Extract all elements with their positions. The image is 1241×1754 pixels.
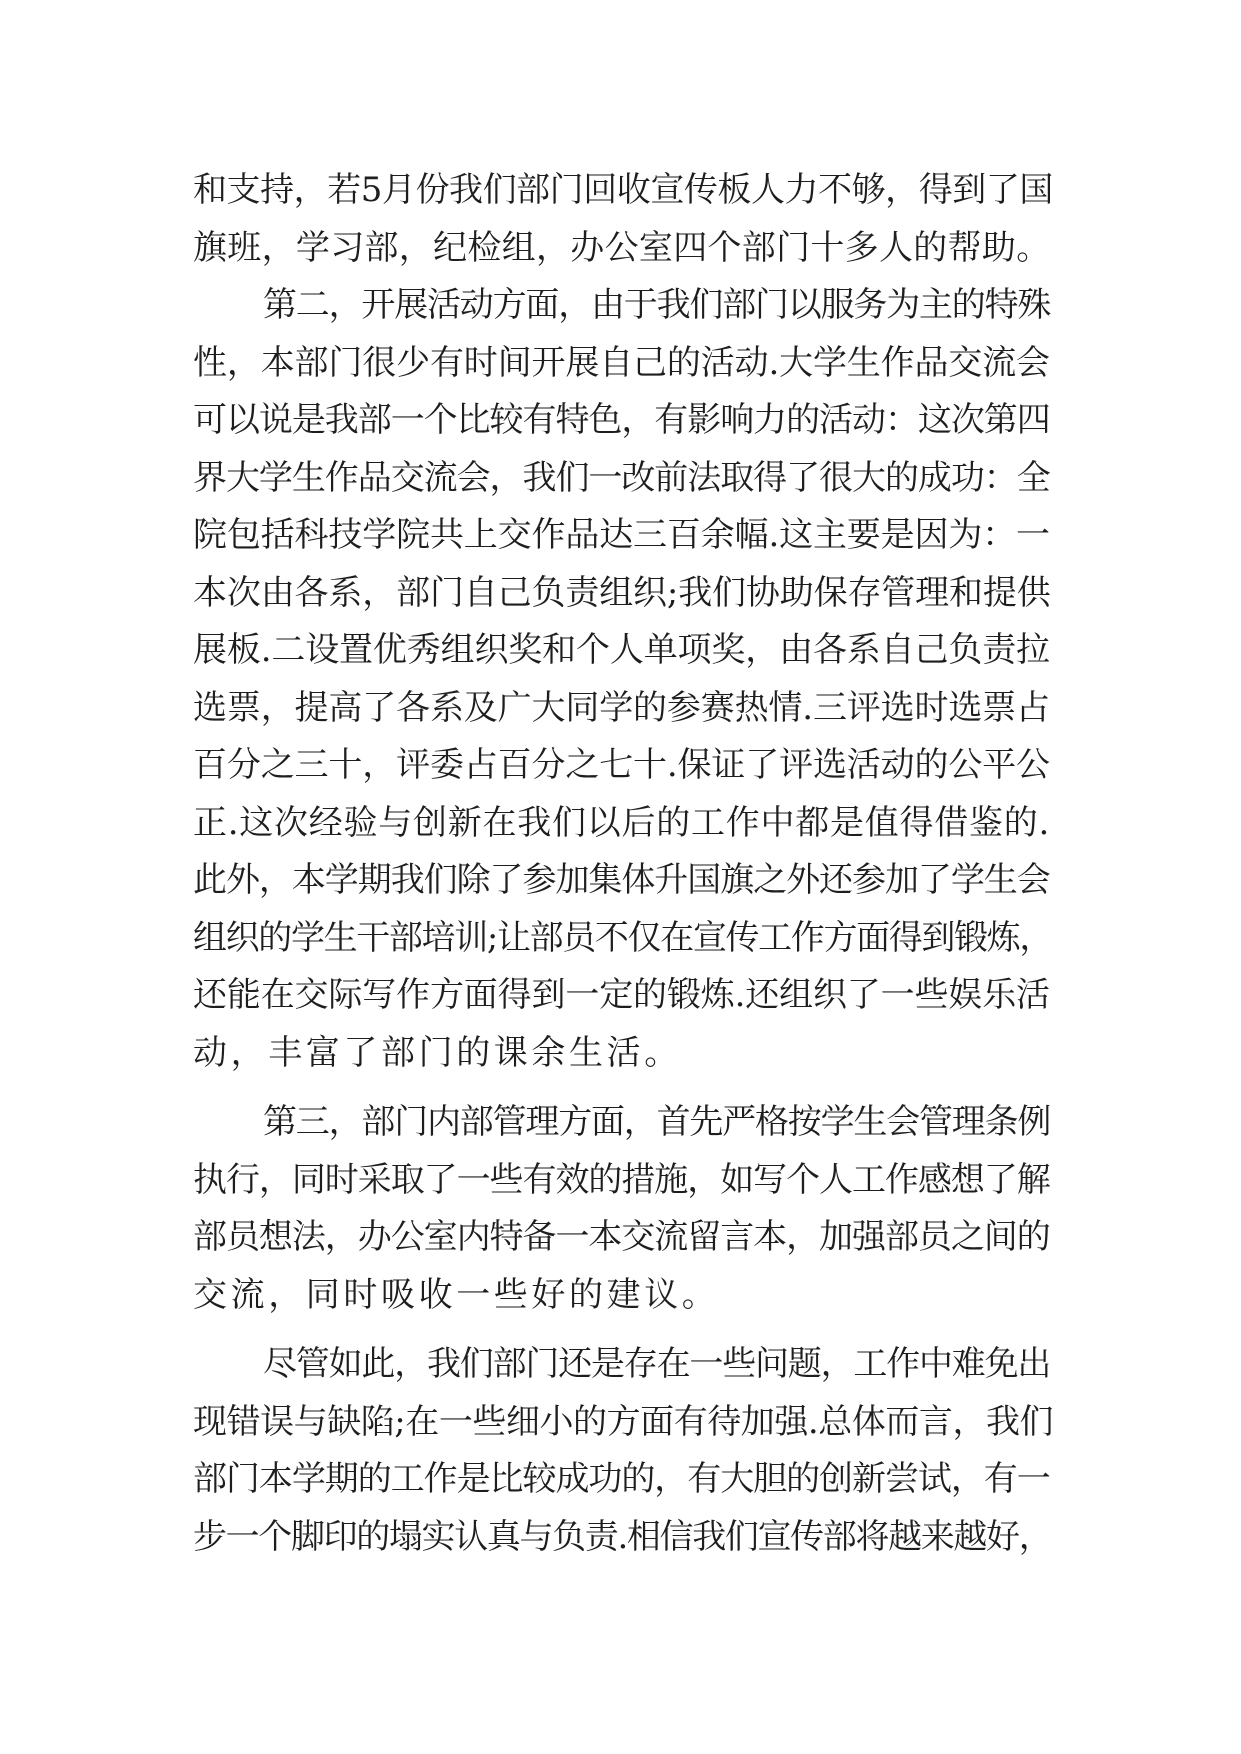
text-line: 展板.二设置优秀组织奖和个人单项奖，由各系自己负责拉 (193, 630, 1050, 670)
text-line: 正.这次经验与创新在我们以后的工作中都是值得借鉴的. (193, 802, 1051, 843)
text-line: 部门本学期的工作是比较成功的，有大胆的创新尝试，有一 (193, 1459, 1050, 1499)
text-line: 动，丰富了部门的课余生活。 (193, 1032, 682, 1073)
text-line: 旗班，学习部，纪检组，办公室四个部门十多人的帮助。 (193, 227, 1051, 268)
text-line: 步一个脚印的塌实认真与负责.相信我们宣传部将越来越好， (193, 1516, 1052, 1557)
text-line: 还能在交际写作方面得到一定的锻炼.还组织了一些娱乐活 (193, 975, 1050, 1015)
text-line: 界大学生作品交流会，我们一改前法取得了很大的成功：全 (193, 457, 1050, 498)
text-line: 此外，本学期我们除了参加集体升国旗之外还参加了学生会 (193, 860, 1050, 900)
text-line: 性，本部门很少有时间开展自己的活动.大学生作品交流会 (193, 342, 1050, 383)
text-line: 百分之三十，评委占百分之七十.保证了评选活动的公平公 (193, 745, 1050, 785)
text-line: 本次由各系，部门自己负责组织;我们协助保存管理和提供 (193, 572, 1051, 613)
text-line: 选票，提高了各系及广大同学的参赛热情.三评选时选票占 (193, 687, 1050, 728)
body-text (193, 162, 1053, 1566)
text-line: 可以说是我部一个比较有特色，有影响力的活动：这次第四 (193, 400, 1050, 440)
text-line: 和支持，若5月份我们部门回收宣传板人力不够，得到了国 (193, 170, 1053, 210)
text-line: 组织的学生干部培训;让部员不仅在宣传工作方面得到锻炼， (193, 917, 1053, 958)
text-line: 部员想法，办公室内特备一本交流留言本，加强部员之间的 (193, 1217, 1050, 1257)
text-line: 交流，同时吸收一些好的建议。 (193, 1274, 720, 1315)
text-line: 院包括科技学院共上交作品达三百余幅.这主要是因为：一 (193, 515, 1050, 555)
text-line: 执行，同时采取了一些有效的措施，如写个人工作感想了解 (193, 1159, 1050, 1200)
text-line: 现错误与缺陷;在一些细小的方面有待加强.总体而言，我们 (193, 1401, 1054, 1442)
paragraph-start-line: 第三，部门内部管理方面，首先严格按学生会管理条例 (263, 1102, 1051, 1142)
paragraph-start-line: 尽管如此，我们部门还是存在一些问题，工作中难免出 (263, 1344, 1051, 1384)
paragraph-start-line: 第二，开展活动方面，由于我们部门以服务为主的特殊 (263, 285, 1051, 325)
